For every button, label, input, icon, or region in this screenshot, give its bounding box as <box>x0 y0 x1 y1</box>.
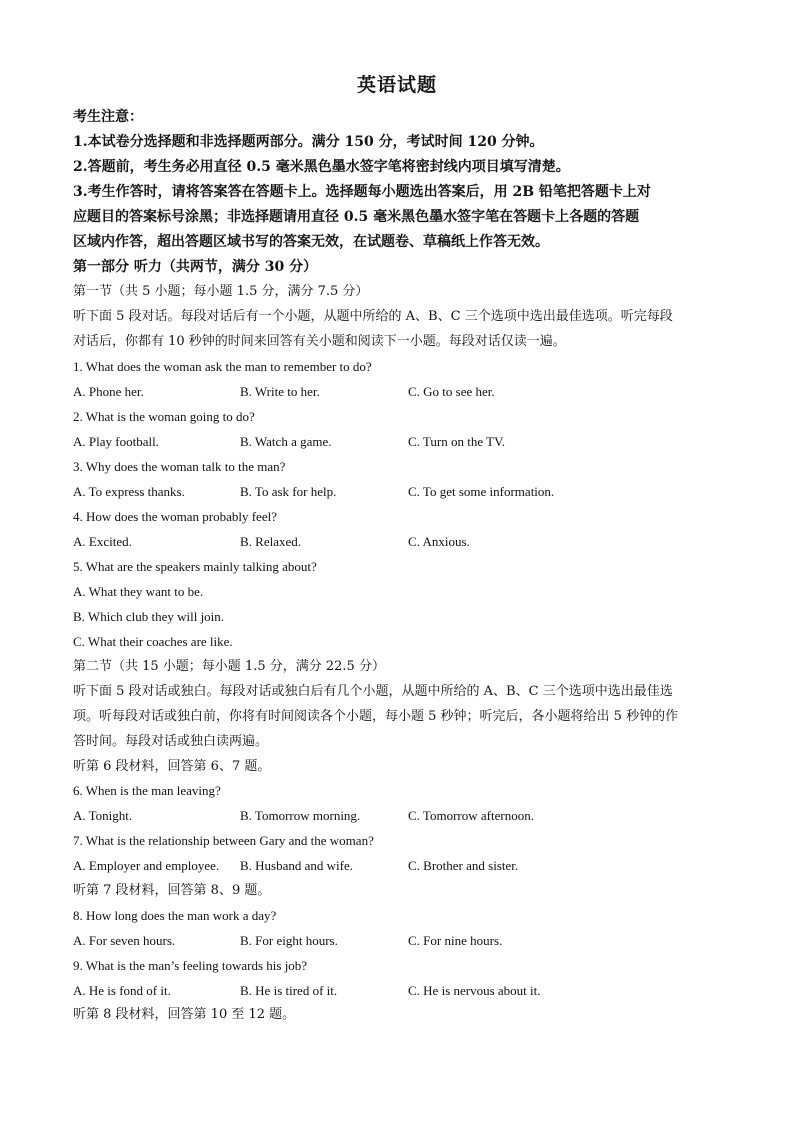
q6-option-c: C. Tomorrow afternoon. <box>408 808 534 823</box>
material-7-heading: 听第 7 段材料，回答第 8、9 题。 <box>73 883 271 898</box>
q9-option-b: B. He is tired of it. <box>240 983 338 998</box>
notice-item-3-cont2: 区域内作答，超出答题区域书写的答案无效，在试题卷、草稿纸上作答无效。 <box>73 234 549 250</box>
q8-option-b: B. For eight hours. <box>240 933 338 948</box>
question-4: 4. How does the woman probably feel? <box>73 509 277 524</box>
section2-instructions-1: 听下面 5 段对话或独白。每段对话或独白后有几个小题，从题中所给的 A、B、C 三个选项中选出最佳选 <box>73 684 673 699</box>
q6-option-b: B. Tomorrow morning. <box>240 808 361 823</box>
q5-option-c: C. What their coaches are like. <box>73 634 233 649</box>
q3-option-c: C. To get some information. <box>408 484 555 499</box>
question-1: 1. What does the woman ask the man to remember to do? <box>73 359 372 374</box>
q6-option-a: A. Tonight. <box>73 808 133 823</box>
section1-heading: 第一节（共 5 小题；每小题 1.5 分，满分 7.5 分） <box>73 284 369 299</box>
notice-item-3-cont: 应题目的答案标号涂黑；非选择题请用直径 0.5 毫米黑色墨水签字笔在答题卡上各题的答题 <box>73 209 640 225</box>
q2-option-c: C. Turn on the TV. <box>408 434 506 449</box>
q3-option-b: B. To ask for help. <box>240 484 337 499</box>
q2-option-b: B. Watch a game. <box>240 434 332 449</box>
q3-option-a: A. To express thanks. <box>73 484 185 499</box>
q4-option-a: A. Excited. <box>73 534 132 549</box>
q1-option-a: A. Phone her. <box>73 384 144 399</box>
question-8: 8. How long does the man work a day? <box>73 908 277 923</box>
material-6-heading: 听第 6 段材料，回答第 6、7 题。 <box>73 759 271 774</box>
q5-option-b: B. Which club they will join. <box>73 609 225 624</box>
q2-option-a: A. Play football. <box>73 434 159 449</box>
section2-heading: 第二节（共 15 小题；每小题 1.5 分，满分 22.5 分） <box>73 659 385 674</box>
q1-option-b: B. Write to her. <box>240 384 320 399</box>
q5-option-a: A. What they want to be. <box>73 584 204 599</box>
notice-item-1: 1.本试卷分选择题和非选择题两部分。满分 150 分，考试时间 120 分钟。 <box>73 134 544 150</box>
q8-option-c: C. For nine hours. <box>408 933 503 948</box>
question-6: 6. When is the man leaving? <box>73 783 221 798</box>
part1-heading: 第一部分 听力（共两节，满分 30 分） <box>73 259 318 275</box>
notice-item-3: 3.考生作答时，请将答案答在答题卡上。选择题每小题选出答案后，用 2B 铅笔把答题卡上对 <box>73 184 651 200</box>
question-2: 2. What is the woman going to do? <box>73 409 255 424</box>
material-8-heading: 听第 8 段材料，回答第 10 至 12 题。 <box>73 1007 296 1022</box>
q7-option-b: B. Husband and wife. <box>240 858 354 873</box>
notice-item-2: 2.答题前，考生务必用直径 0.5 毫米黑色墨水签字笔将密封线内项目填写清楚。 <box>73 159 570 175</box>
section2-instructions-3: 答时间。每段对话或独白读两遍。 <box>73 734 269 749</box>
question-3: 3. Why does the woman talk to the man? <box>73 459 286 474</box>
q1-option-c: C. Go to see her. <box>408 384 495 399</box>
notice-heading: 考生注意： <box>73 109 143 125</box>
page-title: 英语试题 <box>356 74 437 96</box>
q4-option-c: C. Anxious. <box>408 534 470 549</box>
q7-option-a: A. Employer and employee. <box>73 858 220 873</box>
q7-option-c: C. Brother and sister. <box>408 858 519 873</box>
section1-instructions-1: 听下面 5 段对话。每段对话后有一个小题，从题中所给的 A、B、C 三个选项中选出最佳选项。听完每段 <box>73 309 673 324</box>
question-9: 9. What is the man’s feeling towards his job? <box>73 958 308 973</box>
question-5: 5. What are the speakers mainly talking about? <box>73 559 317 574</box>
q9-option-a: A. He is fond of it. <box>73 983 171 998</box>
q4-option-b: B. Relaxed. <box>240 534 302 549</box>
q8-option-a: A. For seven hours. <box>73 933 176 948</box>
q9-option-c: C. He is nervous about it. <box>408 983 541 998</box>
section1-instructions-2: 对话后，你都有 10 秒钟的时间来回答有关小题和阅读下一小题。每段对话仅读一遍。 <box>73 334 566 349</box>
question-7: 7. What is the relationship between Gary and the woman? <box>73 833 374 848</box>
section2-instructions-2: 项。听每段对话或独白前，你将有时间阅读各个小题，每小题 5 秒钟；听完后，各小题将给出 5 秒钟的作 <box>73 709 679 724</box>
